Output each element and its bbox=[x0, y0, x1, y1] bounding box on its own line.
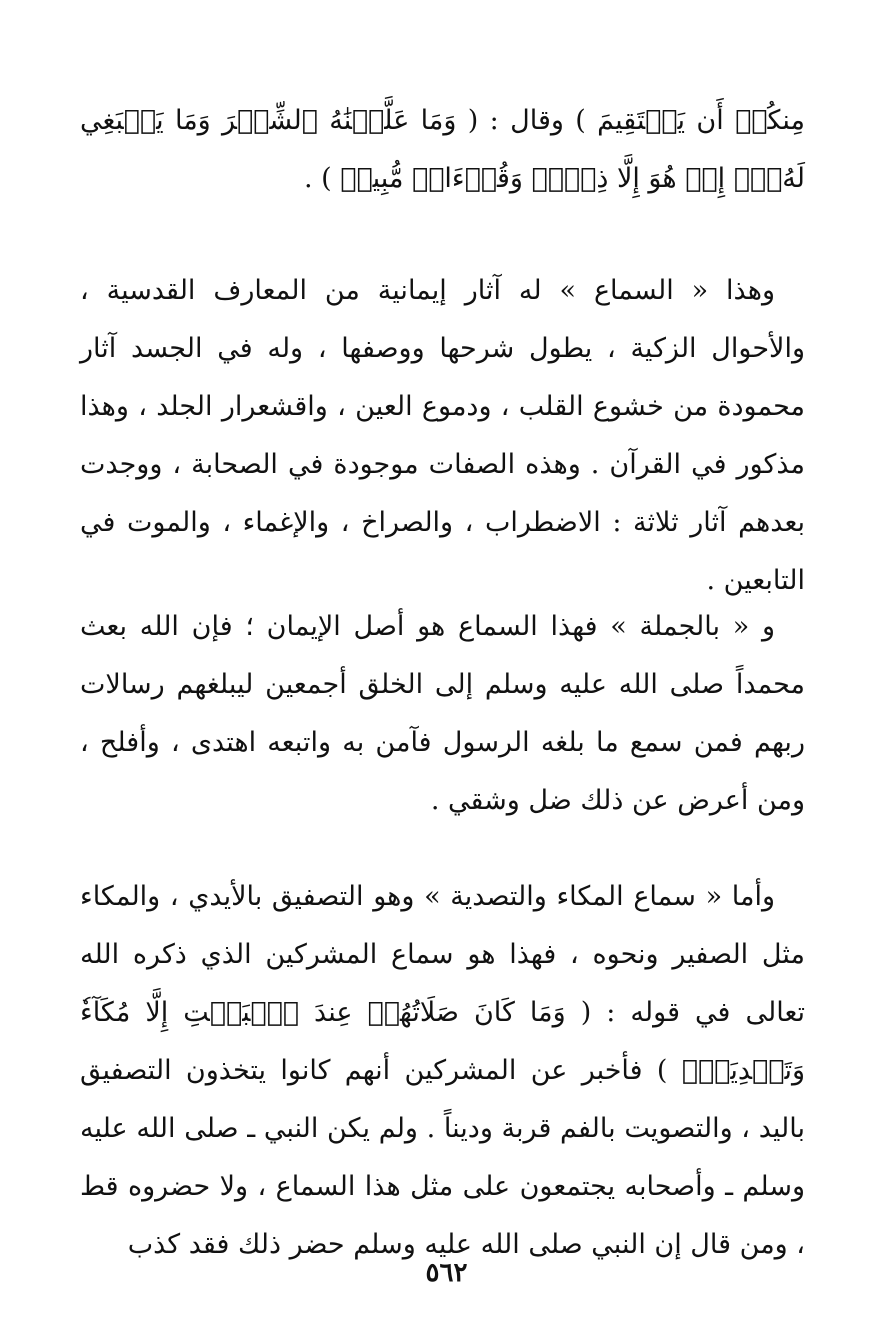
paragraph-quran-verse bbox=[80, 92, 805, 208]
paragraph-mukaa-tasdiya bbox=[80, 868, 805, 1274]
paragraph-text: مِنكُمۡ أَن يَسۡتَقِيمَ ) وقال : ( وَمَا عَلَّمۡنَٰهُ ٱلشِّعۡرَ وَمَا يَنۢبَغِي لَهُۥٓۚ إِنۡ هُوَ إِلَّا ذِكۡرٞ وَقُرۡءَانٞ مُّبِينٞ ) . bbox=[80, 105, 805, 194]
paragraph-text: وهذا « السماع » له آثار إيمانية من المعارف القدسية ، والأحوال الزكية ، يطول شرحها ووصفها ، وله في الجسد آثار محمودة من خشوع القلب ، ودموع العين ، واقشعرار الجلد ، وهذا مذكور في القرآن . وهذه الصفات موجودة في الصحابة ، ووجدت بعدهم آثار ثلاثة : الاضطراب ، والصراخ ، والإغماء ، والموت في التابعين . bbox=[80, 275, 805, 596]
paragraph-text: و « بالجملة » فهذا السماع هو أصل الإيمان ؛ فإن الله بعث محمداً صلى الله عليه وسلم إلى الخلق أجمعين ليبلغهم رسالات ربهم فمن سمع ما بلغه الرسول فآمن به واتبعه اهتدى ، وأفلح ، ومن أعرض عن ذلك ضل وشقي . bbox=[80, 611, 805, 816]
paragraph-text: وأما « سماع المكاء والتصدية » وهو التصفيق بالأيدي ، والمكاء مثل الصفير ونحوه ، فهذا هو سماع المشركين الذي ذكره الله تعالى في قوله : ( وَمَا كَانَ صَلَاتُهُمۡ عِندَ ٱلۡبَيۡتِ إِلَّا مُكَآءٗ وَتَصۡدِيَةٗۚ ) فأخبر عن المشركين أنهم كانوا يتخذون التصفيق باليد ، والتصويت بالفم قربة وديناً . ولم يكن النبي ـ صلى الله عليه وسلم ـ وأصحابه يجتمعون على مثل هذا السماع ، ولا حضروه قط ، ومن قال إن النبي صلى الله عليه وسلم حضر ذلك فقد كذب bbox=[80, 881, 805, 1260]
paragraph-sama-faith bbox=[80, 598, 805, 830]
page-number: ٥٦٢ bbox=[425, 1258, 468, 1288]
paragraph-sama-effects bbox=[80, 262, 805, 610]
